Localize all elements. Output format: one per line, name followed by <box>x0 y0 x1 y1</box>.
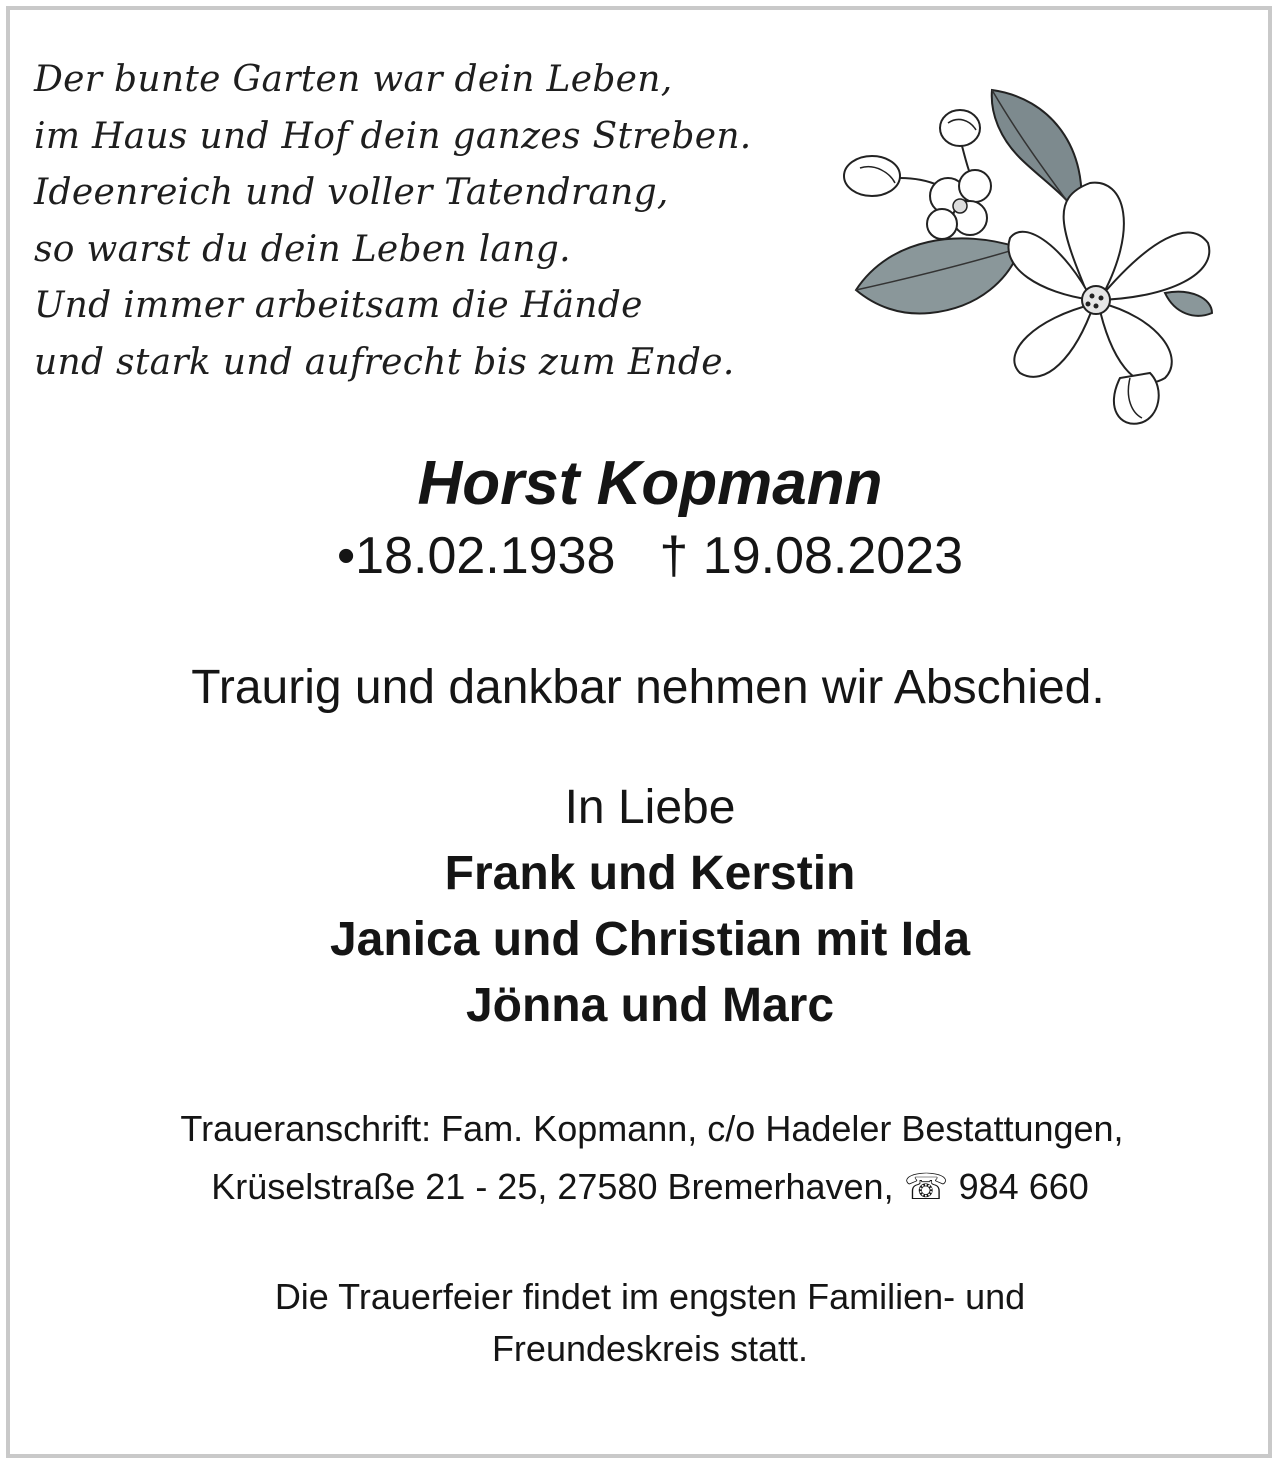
signers-intro: In Liebe <box>564 781 736 834</box>
farewell-text: Traurig und dankbar nehmen wir Abschied. <box>191 661 1105 714</box>
deceased-name: Horst Kopmann <box>417 449 883 518</box>
phone-number: 984 660 <box>958 1166 1089 1207</box>
signer-name: Janica und Christian mit Ida <box>329 913 971 966</box>
poem-line: Ideenreich und voller Tatendrang, <box>34 172 669 213</box>
apple-blossom-icon <box>820 78 1230 433</box>
death-date: † 19.08.2023 <box>659 527 964 585</box>
poem-line: so warst du dein Leben lang. <box>34 228 571 270</box>
signer-name: Frank und Kerstin <box>444 847 856 900</box>
birth-date: •18.02.1938 <box>336 527 616 585</box>
ceremony-note-line2: Freundeskreis statt. <box>491 1328 809 1369</box>
poem-line: und stark und aufrecht bis zum Ende. <box>34 341 735 383</box>
mourning-address-line1: Traueranschrift: Fam. Kopmann, c/o Hadeler Bestattungen, <box>180 1108 1124 1149</box>
ceremony-note-line1: Die Trauerfeier findet im engsten Familien- und <box>274 1276 1026 1317</box>
signer-name: Jönna und Marc <box>465 979 835 1032</box>
life-dates <box>10 526 1280 586</box>
poem-line: Der bunte Garten war dein Leben, <box>34 59 673 100</box>
poem-line: im Haus und Hof dein ganzes Streben. <box>34 115 752 157</box>
telephone-icon: ☏ <box>903 1166 949 1207</box>
poem-line: Und immer arbeitsam die Hände <box>34 285 643 326</box>
mourning-address-line2 <box>10 1166 1280 1208</box>
address-street: Krüselstraße 21 - 25, 27580 Bremerhaven, <box>211 1166 894 1207</box>
memorial-poem <box>34 52 834 391</box>
